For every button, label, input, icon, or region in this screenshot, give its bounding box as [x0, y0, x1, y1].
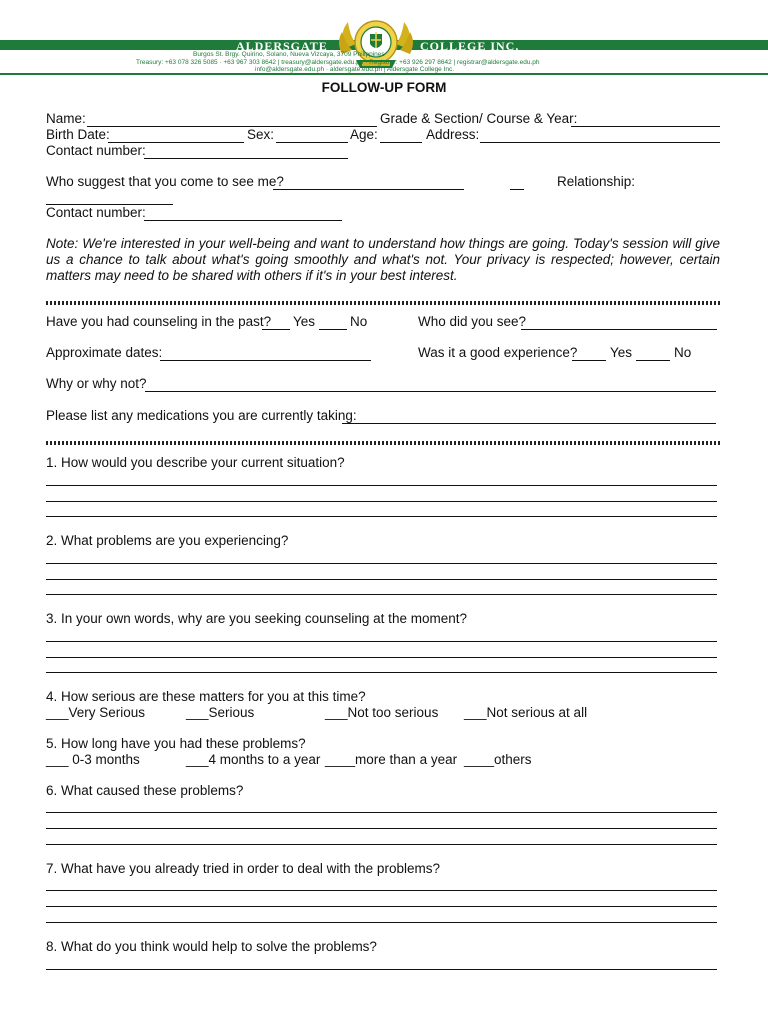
experience-no-label: No [674, 345, 692, 360]
grade-field[interactable] [571, 126, 720, 127]
answer-line[interactable] [46, 890, 717, 891]
sex-field[interactable] [276, 142, 348, 143]
address-line-1: Burgos St. Brgy. Quirino, Solano, Nueva Vizcaya, 3709 Philippines [193, 51, 385, 58]
question-4: 4. How serious are these matters for you at this time? [46, 689, 366, 704]
counseling-no-blank[interactable] [319, 329, 347, 330]
past-counseling-question: Have you had counseling in the past? [46, 314, 272, 329]
grade-label: Grade & Section/ Course & Year: [380, 111, 578, 126]
experience-no-blank[interactable] [636, 360, 670, 361]
answer-line[interactable] [46, 906, 717, 907]
question-6: 6. What caused these problems? [46, 783, 244, 798]
answer-line[interactable] [46, 672, 717, 673]
address-line-3: info@aldersgate.edu.ph · aldersgate.edu.ph | Aldersgate College Inc. [255, 66, 455, 73]
option-serious[interactable]: ___Serious [186, 705, 255, 720]
answer-line[interactable] [46, 485, 717, 486]
privacy-note: Note: We're interested in your well-being and want to understand how things are going. Today's session will give us a chance to talk about what's going smoothly and what's not. Your privacy is respected; however, certain matters may need to be shared with others if it's in your best interest. [46, 236, 720, 283]
question-3: 3. In your own words, why are you seeking counseling at the moment? [46, 611, 467, 626]
name-label: Name: [46, 111, 86, 126]
suggest-label: Who suggest that you come to see me? [46, 174, 284, 189]
answer-line[interactable] [46, 641, 717, 642]
contact-number-field[interactable] [144, 158, 348, 159]
who-did-you-see-field[interactable] [521, 329, 717, 330]
relationship-label: Relationship: [557, 174, 636, 189]
approximate-dates-field[interactable] [160, 360, 371, 361]
address-field[interactable] [480, 142, 720, 143]
contact-number-label: Contact number: [46, 143, 146, 158]
contact-number-2-field[interactable] [144, 220, 342, 221]
address-line-2: Treasury: +63 078 326 5085 · +63 967 303 8642 | treasury@aldersgate.edu.ph · Registrar: +63 926 297 8642 | registrar@aldersgate.edu.ph [136, 59, 540, 66]
college-name-left: ALDERSGATE [236, 39, 328, 53]
question-5: 5. How long have you had these problems? [46, 736, 306, 751]
option-not-too-serious[interactable]: ___Not too serious [325, 705, 439, 720]
answer-line[interactable] [46, 594, 717, 595]
question-2: 2. What problems are you experiencing? [46, 533, 289, 548]
answer-line[interactable] [46, 844, 717, 845]
answer-line[interactable] [46, 812, 717, 813]
age-field[interactable] [380, 142, 422, 143]
good-experience-question: Was it a good experience? [418, 345, 578, 360]
question-1: 1. How would you describe your current situation? [46, 455, 345, 470]
answer-line[interactable] [46, 969, 717, 970]
section-separator-1 [46, 301, 720, 305]
answer-line[interactable] [46, 501, 717, 502]
birth-date-label: Birth Date: [46, 127, 110, 142]
college-name-right: COLLEGE INC. [420, 39, 520, 53]
option-not-serious-at-all[interactable]: ___Not serious at all [464, 705, 588, 720]
form-title: FOLLOW-UP FORM [321, 80, 447, 95]
why-field[interactable] [145, 391, 716, 392]
why-label: Why or why not? [46, 376, 147, 391]
experience-yes-blank[interactable] [572, 360, 606, 361]
counseling-yes-label: Yes [293, 314, 316, 329]
answer-line[interactable] [46, 579, 717, 580]
answer-line[interactable] [46, 563, 717, 564]
answer-line[interactable] [46, 657, 717, 658]
question-7: 7. What have you already tried in order to deal with the problems? [46, 861, 440, 876]
option-more-than-year[interactable]: ____more than a year [325, 752, 458, 767]
answer-line[interactable] [46, 922, 717, 923]
option-4-months-to-year[interactable]: ___4 months to a year [186, 752, 321, 767]
medications-label: Please list any medications you are currently taking: [46, 408, 357, 423]
option-0-3-months[interactable]: ___ 0-3 months [46, 752, 140, 767]
counseling-no-label: No [350, 314, 368, 329]
answer-line[interactable] [46, 828, 717, 829]
contact-number-2-label: Contact number: [46, 205, 146, 220]
suggest-extra-field[interactable] [510, 189, 524, 190]
counseling-yes-blank[interactable] [262, 329, 290, 330]
section-separator-2 [46, 441, 720, 445]
experience-yes-label: Yes [610, 345, 633, 360]
sex-label: Sex: [247, 127, 275, 142]
age-label: Age: [350, 127, 378, 142]
who-did-you-see-label: Who did you see? [418, 314, 527, 329]
address-label: Address: [426, 127, 480, 142]
option-others[interactable]: ____others [464, 752, 532, 767]
header-divider [0, 73, 768, 75]
medications-field[interactable] [342, 423, 716, 424]
approximate-dates-label: Approximate dates: [46, 345, 163, 360]
suggest-field[interactable] [273, 189, 464, 190]
option-very-serious[interactable]: ___Very Serious [46, 705, 146, 720]
answer-line[interactable] [46, 516, 717, 517]
name-field[interactable] [87, 126, 377, 127]
question-8: 8. What do you think would help to solve the problems? [46, 939, 377, 954]
